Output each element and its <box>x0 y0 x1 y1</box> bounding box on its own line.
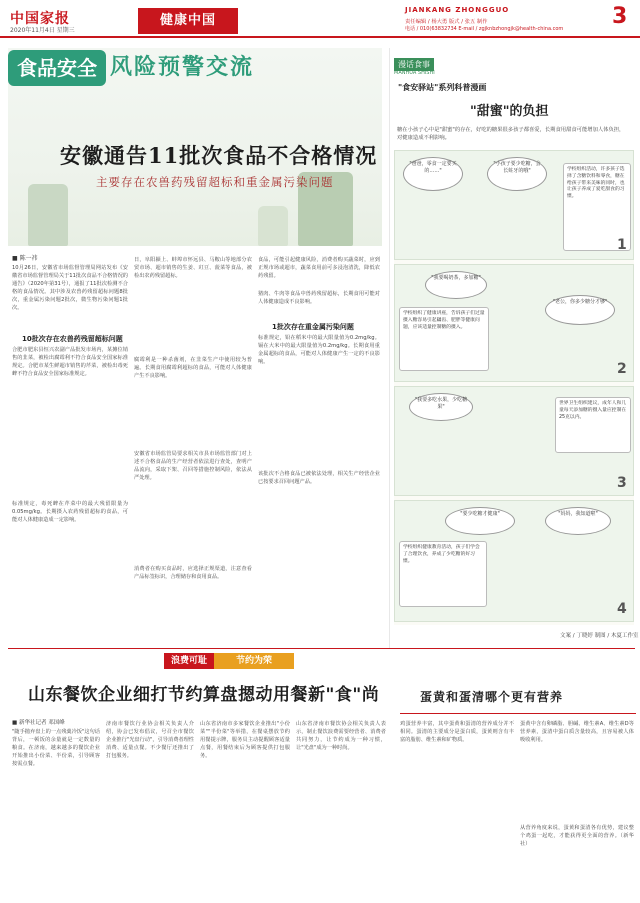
bottom-right-para2: 蛋黄中含有卵磷脂、胆碱、维生素A、维生素D等营养素，蛋清中蛋白质含量较高，且容易被人体吸收利用。 <box>520 721 634 744</box>
comic-title: "甜蜜"的负担 <box>470 104 549 119</box>
bottom-left-col3: 山东省济南市多家餐饮企业推出"小份菜""半份菜"等举措，在餐桌摆放节约用餐提示牌，服务员主动提醒顾客适量点餐，用餐结束后为顾客提供打包服务。 <box>200 721 290 760</box>
comic-panel-number-3: 3 <box>617 475 627 491</box>
comic-bubble-1b: "小孩子要少吃糖，会长蛀牙的哦" <box>487 157 547 191</box>
bottom-right-rule <box>400 713 636 714</box>
lead-headline: 安徽通告11批次食品不合格情况 <box>60 143 378 168</box>
lead-col2-para1: 日，阜阳颍上、蚌埠市怀远县、马鞍山等地部分农贸市场、超市销售的生姜、豇豆、菠菜等食品，被检出农药残留超标。 <box>134 257 252 280</box>
comic-panel-3 <box>394 386 634 496</box>
bottom-right-para1: 鸡蛋营养丰富，其中蛋黄和蛋清的营养成分并不相同。蛋清的主要成分是蛋白质，蛋黄则含有丰富的脂肪、维生素和矿物质。 <box>400 721 514 744</box>
comic-intro: 糖在小孩子心中是"甜蜜"的存在，好吃的糖果很多孩子都喜爱，长期食用甜食可能增加人体负担，对健康造成不利影响。 <box>397 127 625 141</box>
comic-tag-pinyin: MANHUA SHISHI <box>394 70 435 76</box>
lead-col2-para3: 安徽省市场监管局要求相关市县市场监管部门对上述不合格食品的生产经营者依法进行查处，查明产品流向，采取下架、召回等措施控制风险，依法从严处理。 <box>134 451 252 482</box>
lead-col2-para4: 消费者在购买食品时，应选择正规渠道，注意查看产品标签标识，合理储存和食用食品。 <box>134 566 252 581</box>
lead-subhead: 主要存在农兽药残留超标和重金属污染问题 <box>96 175 334 189</box>
section-divider <box>8 648 635 649</box>
comic-panel-number-4: 4 <box>617 601 627 617</box>
comic-tag: 漫话食事 <box>394 58 434 71</box>
comic-caption-3: 世界卫生组织建议，成年人和儿童每天添加糖的摄入量应控制在25克以内。 <box>555 397 631 453</box>
comic-bubble-3a: "我要多吃水果，少吃糖果" <box>409 393 473 421</box>
comic-series-title: "食安驿站"系列科普漫画 <box>398 83 487 92</box>
section-pinyin: JIANKANG ZHONGGUO <box>405 6 510 14</box>
bottom-left-col2: 济南市餐饮行业协会相关负责人介绍，协会已发布倡议，号召全市餐饮企业推行"光盘行动"，引导消费者理性消费、适量点餐。不少餐厅还推出了打包服务。 <box>106 721 194 760</box>
comic-panel-number-2: 2 <box>617 361 627 377</box>
comic-panel-number-1: 1 <box>617 237 627 253</box>
comic-caption-4: 学校组织健康教育活动，孩子们学会了合理饮食，养成了少吃糖的好习惯。 <box>399 541 487 607</box>
lead-col3-para3: 标准规定，铅在稻米中的最大限量值为0.2mg/kg。镉在大米中的最大限量值为0.2mg/kg。长期食用重金属超标的食品，可能对人体健康产生一定的不良影响。 <box>258 335 380 366</box>
contact-line: 电话 / 010(63832734 E-mail / zgjknbzhongjk@health-china.com <box>405 26 564 32</box>
comic-credit: 文案 / 丁晓婷 制图 / 木夏工作室 <box>560 633 639 639</box>
comic-panel-4 <box>394 500 634 622</box>
section-title: 健康中国 <box>138 8 238 34</box>
bottom-left-headline: 山东餐饮企业细打节约算盘摁动用餐新"食"尚 <box>28 685 380 705</box>
lead-col3-para2: 猪肉、牛肉等食品中兽药残留超标，长期食用可能对人体健康造成不良影响。 <box>258 291 380 306</box>
lead-col2-para2: 腐霉利是一种杀菌剂，在韭菜生产中使用较为普遍。长期食用腐霉利超标的食品，可能对人体健康产生不良影响。 <box>134 357 252 380</box>
bottom-left-col4: 山东省济南市餐饮协会相关负责人表示，制止餐饮浪费需要经营者、消费者共同努力，让节约成为一种习惯，让"光盘"成为一种时尚。 <box>296 721 386 752</box>
bottom-right-para3: 从营养角度来说，蛋黄和蛋清各有优势，建议整个鸡蛋一起吃，才能获得更全面的营养。（新华社） <box>520 825 634 848</box>
banner-food-safety: 食品安全 <box>8 50 106 86</box>
page-number: 3 <box>612 4 628 29</box>
lead-byline: ■ 陈一祎 <box>12 255 38 262</box>
campaign-tag-right: 节约为荣 <box>214 653 294 669</box>
lead-col3-para1: 食品，可能引起健康风险，消费者购买蔬菜时，应到正规市场或超市，蔬菜食用前可多浸泡清洗，降低农药残留。 <box>258 257 380 280</box>
dateline: 2020年11月4日 星期三 <box>10 27 75 34</box>
bottom-right-headline: 蛋黄和蛋清哪个更有营养 <box>420 690 564 704</box>
lead-col1-para3: 标准规定，毒死蜱在芹菜中的最大残留限量为0.05mg/kg。长期摄入农药残留超标的食品，可能对人体健康造成一定影响。 <box>12 501 128 524</box>
comic-panel-2 <box>394 264 634 382</box>
bottom-left-col1: "随手抛弃盘上的一点残羹冷饭"这句话背后，一顿饭的余量就是一定数量的粮食。在济南，越来越多的餐饮企业开始推出小份菜、半份菜，引导顾客按需点餐。 <box>12 729 100 768</box>
comic-bubble-1a: "爸爸，零食一定要买的……" <box>403 157 463 191</box>
campaign-tag-left: 浪费可耻 <box>164 653 214 669</box>
comic-panel-1 <box>394 150 634 260</box>
comic-bubble-4a: "要少吃糖才健康" <box>445 507 515 535</box>
masthead <box>0 0 640 38</box>
lead-subheading-pesticide: 10批次存在农兽药残留超标问题 <box>22 335 123 343</box>
comic-bubble-2b: "老公，你多少糖分才够" <box>545 295 615 325</box>
comic-bubble-4b: "妈妈，我知道啦" <box>545 507 611 535</box>
lead-col3-para4: 该批次不合格食品已被依法处理，相关生产经营企业已按要求召回问题产品。 <box>258 471 380 486</box>
comic-bubble-2a: "我要喝奶茶，多加糖" <box>425 271 487 299</box>
banner-risk-warning: 风险预警交流 <box>110 55 255 80</box>
lead-subheading-heavy-metal: 1批次存在重金属污染问题 <box>272 323 354 331</box>
editor-line: 责任编辑 / 杨大勇 版式 / 张五 制作 <box>405 19 488 25</box>
bottom-left-byline: ■ 新华社记者 邓国峰 <box>12 720 65 726</box>
lead-col1-para2: 合肥市肥东县恒兴农副产品批发市场内，某摊位销售的韭菜，被检出腐霉利不符合食品安全国家标准规定。合肥市某生鲜超市销售的芹菜，被检出毒死蜱不符合食品安全国家标准规定。 <box>12 347 128 378</box>
lead-col1-para1: 10月26日，安徽省市场监督管理局网站发布《安徽省市场监督管理局关于11批次食品不合格情况的通告》（2020年第31号），通报了11批次检测不合格的食品情况。其中涉及农兽药残留超标问题8批次，重金属污染问题2批次，微生物污染问题1批次。 <box>12 265 128 312</box>
comic-caption-1: 学校组织活动，许多孩子选择了含糖饮料和零食，糖在给孩子带来美味的同时，也让孩子养成了爱吃甜食的习惯。 <box>563 163 631 251</box>
newspaper-logo: 中国家报 <box>10 11 70 27</box>
comic-strip <box>394 150 634 625</box>
comic-caption-2: 学校组织了健康讲座，告诉孩子们过量摄入糖容易引起龋齿、肥胖等健康问题，应该适量控制糖的摄入。 <box>399 307 489 371</box>
